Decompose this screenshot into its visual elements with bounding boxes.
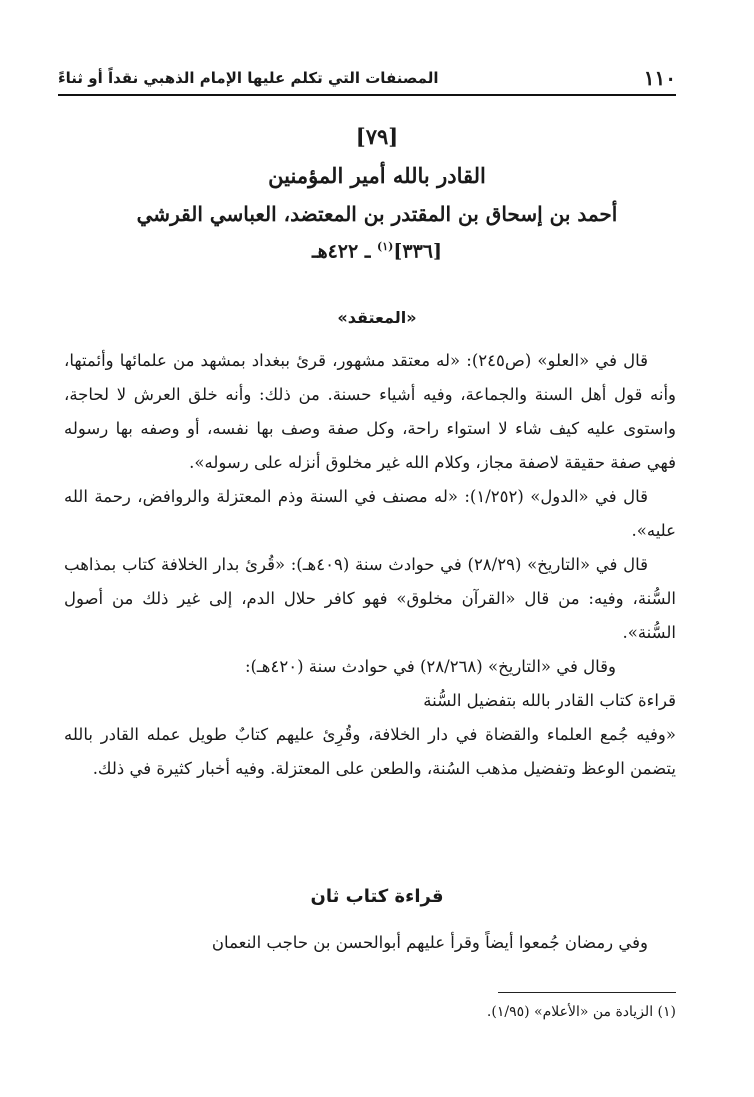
running-title: المصنفات التي تكلم عليها الإمام الذهبي نقداً أو ثناءً (58, 69, 439, 87)
entry-name: أحمد بن إسحاق بن المقتدر بن المعتضد، العباسي القرشي (136, 202, 618, 226)
subheading: قراءة كتاب ثان (310, 886, 444, 907)
paragraph-ramadan: وفي رمضان جُمعوا أيضاً وقرأ عليهم أبوالحسن بن حاجب النعمان (211, 933, 648, 952)
paragraph-tarikh-409: قال في «التاريخ» (٢٨/٢٩) في حوادث سنة (٤٠٩هـ): «قُرئ بدار الخلافة كتاب بمذاهب السُّنة، وفيه: من قال «القرآن مخلوق» فهو كافر حلال الدم، إلى غير ذلك من أصول السُّنة». (64, 555, 676, 642)
page-number: ١١٠ (643, 66, 676, 90)
paragraph-tarikh-420: وقال في «التاريخ» (٢٨/٢٦٨) في حوادث سنة (٤٢٠هـ): (244, 657, 616, 676)
paragraph-duwal: قال في «الدول» (١/٢٥٢): «له مصنف في السنة وذم المعتزلة والروافض، رحمة الله عليه». (64, 487, 676, 540)
footnote-reference: (١) (377, 240, 394, 253)
body-text (64, 344, 676, 786)
entry-number: [٧٩] (355, 124, 399, 149)
entry-heading (70, 118, 684, 266)
section-title: «المعتقد» (337, 308, 417, 327)
quoted-heading: قراءة كتاب القادر بالله بتفضيل السُّنة (423, 691, 676, 710)
entry-dates (70, 232, 684, 266)
entry-title: القادر بالله أمير المؤمنين (268, 163, 486, 188)
footnote-divider (498, 992, 676, 993)
death-year: ـ ٤٢٢هـ (312, 240, 378, 263)
running-header (58, 62, 676, 96)
paragraph-quote: «وفيه جُمع العلماء والقضاة في دار الخلافة، وقُرِئ عليهم كتابٌ طويل عمله القادر بالله يتضمن الوعظ وتفضيل مذهب السُنة، والطعن على المعتزلة. وفيه أخبار كثيرة في ذلك. (64, 725, 676, 778)
birth-year: [٣٣٦] (393, 240, 442, 263)
paragraph-uluw: قال في «العلو» (ص٢٤٥): «له معتقد مشهور، قرئ ببغداد بمشهد من علمائها وأئمتها، وأنه قول أهل السنة والجماعة، وفيه أشياء حسنة. من ذلك: وأنه خلق العرش لا لحاجة، واستوى عليه كيف شاء لا استواء راحة، وكل صفة وصف بها نفسه، أو وصفه بها رسوله فهي صفة حقيقة لاصفة مجاز، وكلام الله غير مخلوق أنزله على رسوله». (64, 351, 676, 472)
footnote: (١) الزيادة من «الأعلام» (١/٩٥). (486, 1004, 676, 1020)
